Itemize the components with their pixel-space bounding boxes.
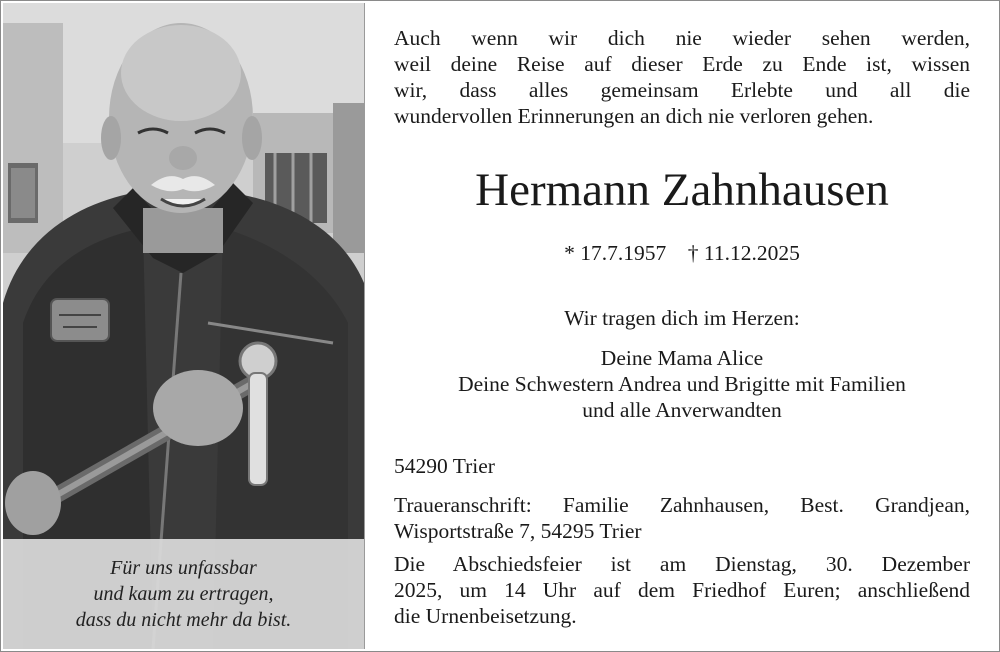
intro-line: wundervollen Erinnerungen an dich nie verloren gehen.	[394, 104, 874, 128]
intro-line: weil deine Reise auf dieser Erde zu Ende ist, wissen	[394, 52, 970, 76]
ceremony-line: Die Abschiedsfeier ist am Dienstag, 30. Dezember	[394, 552, 970, 576]
mourner-line: und alle Anverwandten	[582, 398, 782, 422]
quote-line: dass du nicht mehr da bist.	[75, 609, 292, 631]
address-line: Wisportstraße 7, 54295 Trier	[394, 519, 642, 543]
life-dates: * 17.7.1957 † 11.12.2025	[564, 241, 800, 265]
mourners-heading: Wir tragen dich im Herzen:	[564, 306, 800, 330]
ceremony-line: die Urnenbeisetzung.	[394, 604, 577, 628]
quote-box	[3, 539, 364, 649]
quote-line: Für uns unfassbar	[110, 557, 257, 579]
ceremony-line: 2025, um 14 Uhr auf dem Friedhof Euren; anschließend	[394, 578, 970, 602]
portrait-photo	[3, 3, 364, 649]
deceased-name: Hermann Zahnhausen	[475, 164, 889, 216]
mourner-line: Deine Schwestern Andrea und Brigitte mit Familien	[458, 372, 906, 396]
location: 54290 Trier	[394, 454, 495, 478]
address-line: Traueranschrift: Familie Zahnhausen, Best. Grandjean,	[394, 493, 970, 517]
quote-line: und kaum zu ertragen,	[93, 583, 274, 605]
column-divider	[364, 3, 365, 649]
intro-line: Auch wenn wir dich nie wieder sehen werden,	[394, 26, 970, 50]
mourner-line: Deine Mama Alice	[600, 346, 764, 370]
intro-line: wir, dass alles gemeinsam Erlebte und all die	[394, 78, 970, 102]
